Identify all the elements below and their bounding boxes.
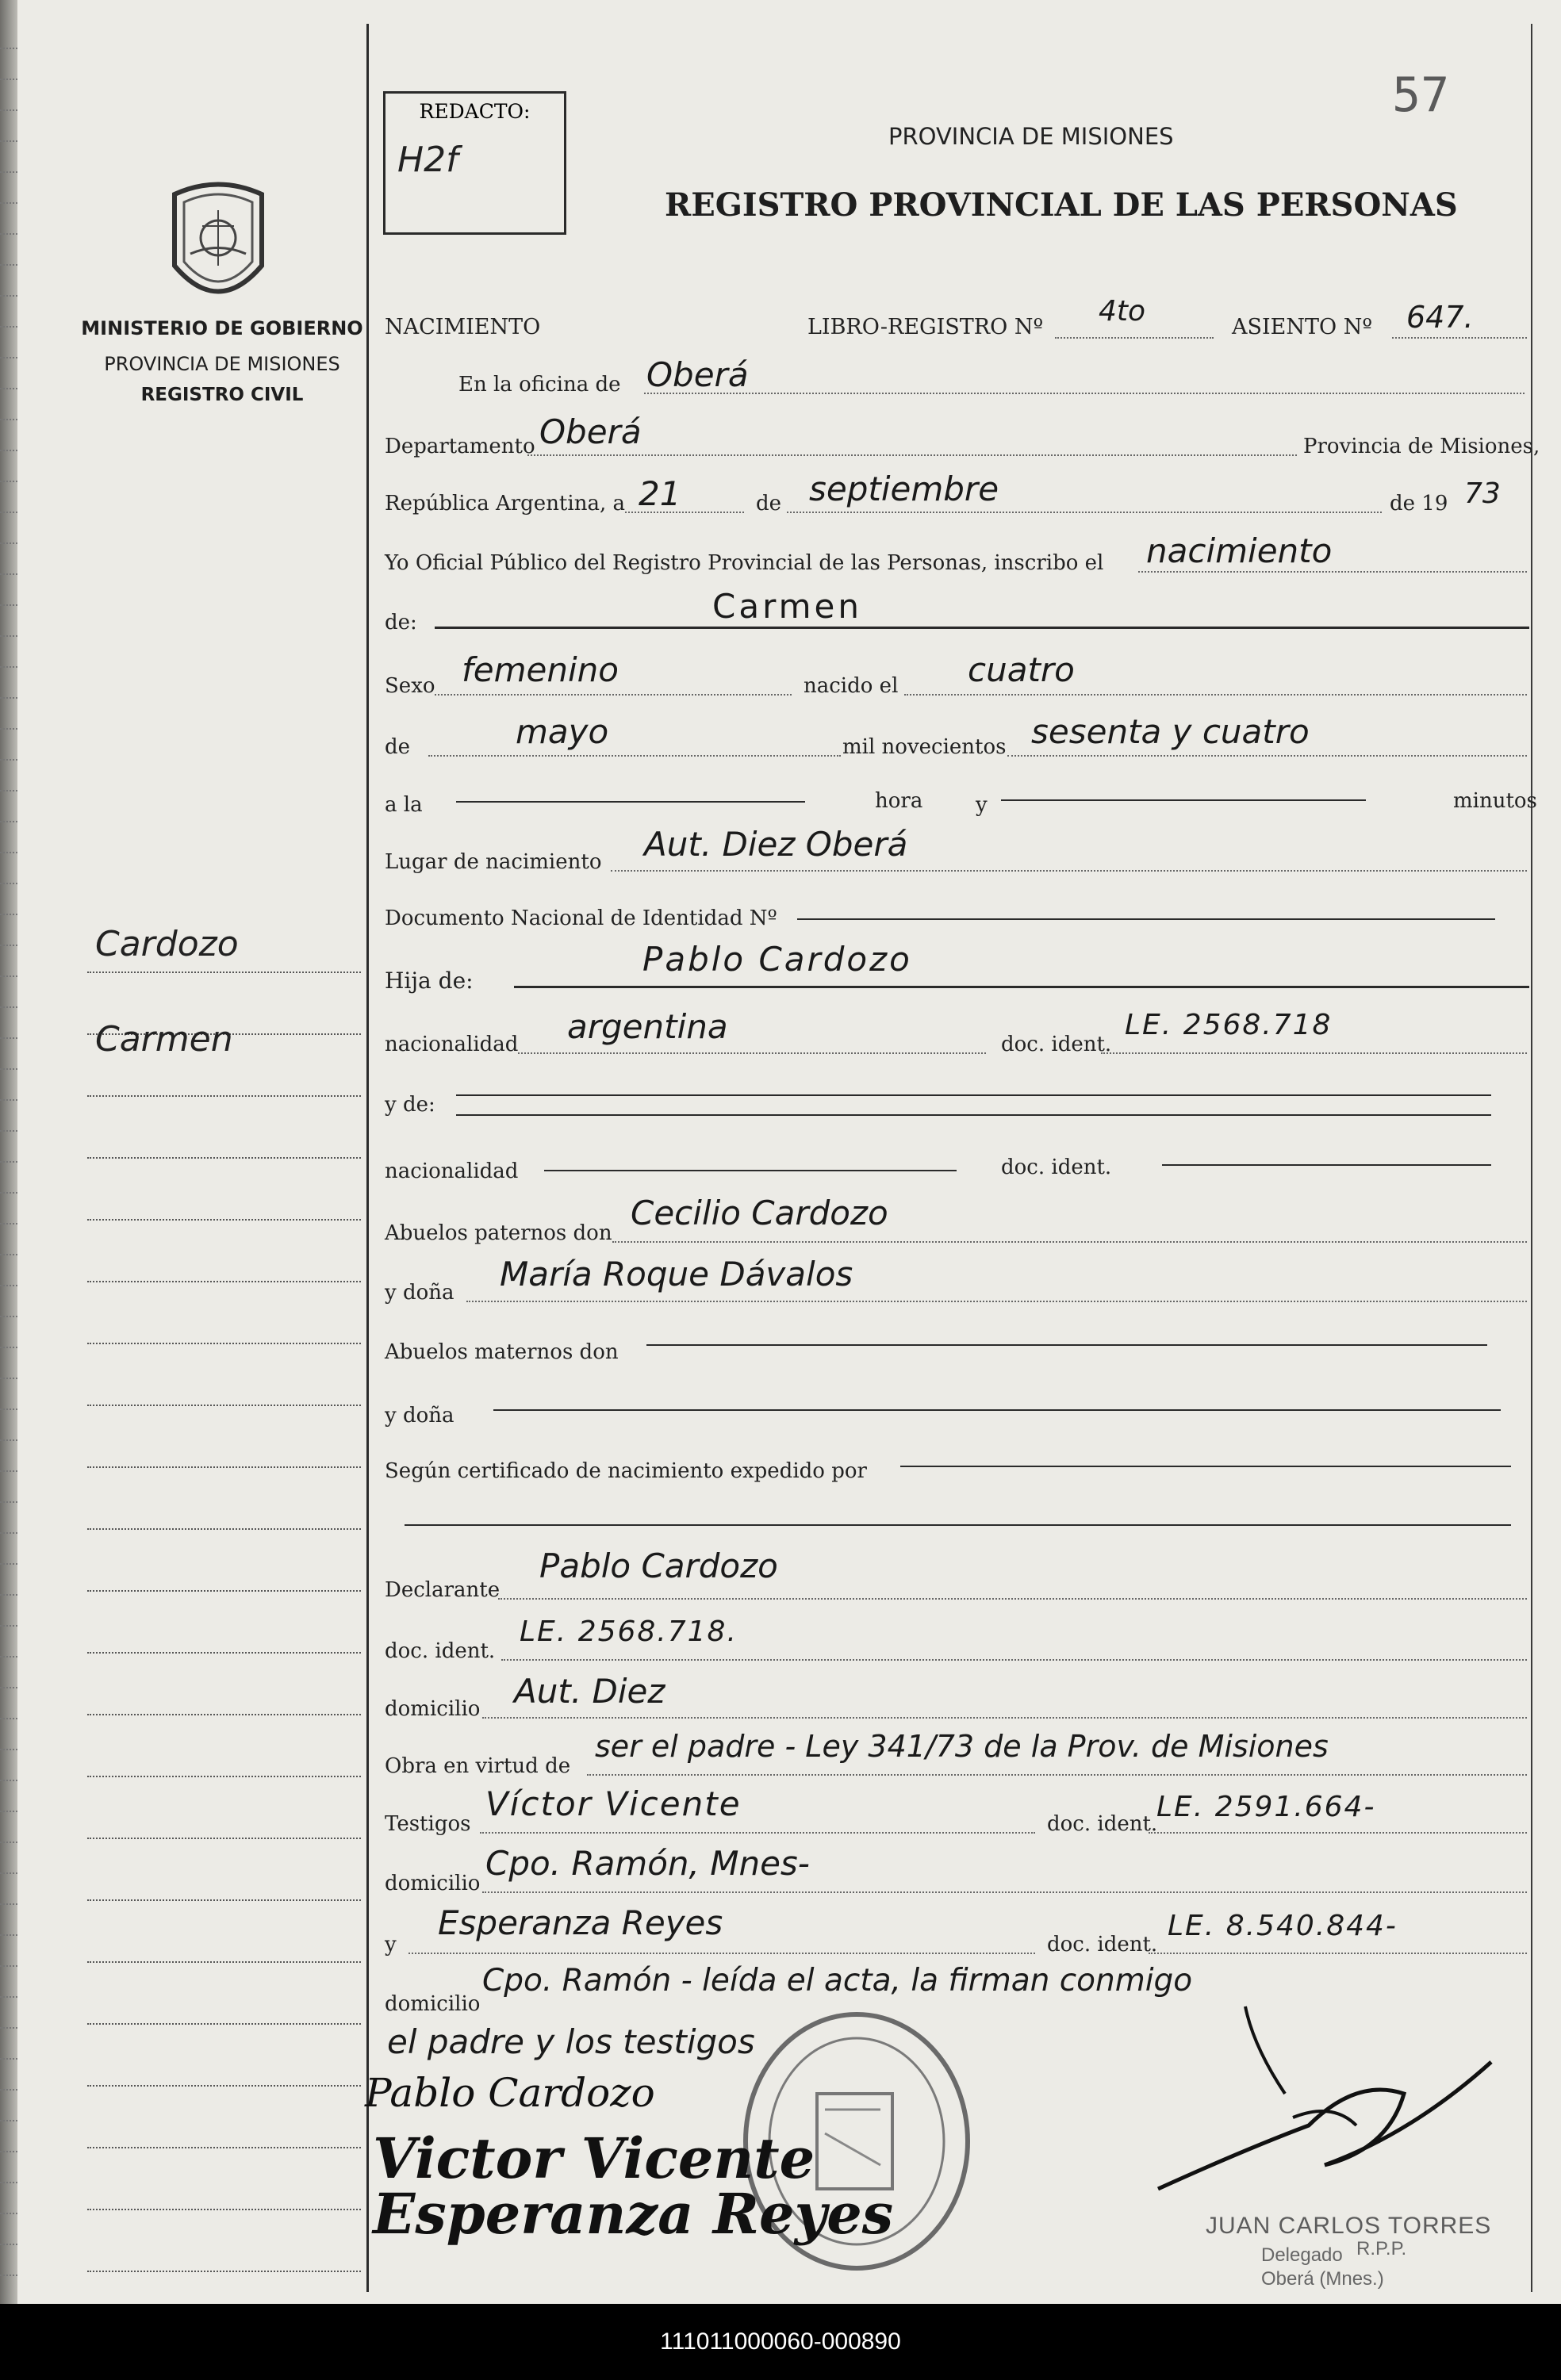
binding-dot-line xyxy=(0,1130,17,1132)
testigo2-line xyxy=(408,1953,1035,1954)
official-name: JUAN CARLOS TORRES xyxy=(1206,2213,1492,2239)
cierre-value: el padre y los testigos xyxy=(387,2022,755,2061)
binding-dot-line xyxy=(0,1192,17,1194)
de-label: de xyxy=(756,492,782,515)
binding-dot-line xyxy=(0,1687,17,1688)
nacido-line xyxy=(904,694,1527,696)
nacido-label: nacido el xyxy=(804,674,899,698)
binding-dot-line xyxy=(0,1037,17,1039)
binding-dot-line xyxy=(0,728,17,730)
official-place: Oberá (Mnes.) xyxy=(1261,2268,1384,2290)
mes-line xyxy=(787,512,1382,513)
hora-label: hora xyxy=(875,789,923,813)
margin-given-name: Carmen xyxy=(95,1019,233,1060)
republica-label: República Argentina, a xyxy=(385,492,625,515)
abuelo-p-value: Cecilio Cardozo xyxy=(631,1194,888,1232)
binding-dot-line xyxy=(0,48,17,49)
misiones-seal-icon xyxy=(159,178,278,309)
nacionalidad-value: argentina xyxy=(567,1007,728,1046)
binding-dot-line xyxy=(0,171,17,173)
signature-testigo2: Esperanza Reyes xyxy=(373,2181,894,2247)
testigo2-doc-value: LE. 8.540.844- xyxy=(1168,1910,1398,1942)
binding-dot-line xyxy=(0,604,17,606)
binding-dot-line xyxy=(0,821,17,822)
dom1-value: Cpo. Ramón, Mnes- xyxy=(485,1844,810,1883)
lugar-value: Aut. Diez Oberá xyxy=(644,825,908,864)
testigo1-doc-label: doc. ident. xyxy=(1047,1812,1158,1836)
binding-dot-line xyxy=(0,945,17,946)
declarante-line xyxy=(498,1598,1527,1600)
binding-dot-line xyxy=(0,2058,17,2060)
mes-nac-value: mayo xyxy=(516,712,609,751)
asiento-value: 647. xyxy=(1406,300,1474,335)
binding-dot-line xyxy=(0,883,17,884)
binding-dot-line xyxy=(0,2151,17,2152)
binding-dot-line xyxy=(0,2182,17,2183)
margin-dotted-line xyxy=(87,1714,361,1715)
declarante-label: Declarante xyxy=(385,1578,501,1602)
margin-column xyxy=(17,0,366,2304)
oficina-label: En la oficina de xyxy=(458,373,621,397)
binding-dot-line xyxy=(0,1316,17,1317)
nacionalidad2-line xyxy=(544,1170,957,1171)
redacto-label: REDACTO: xyxy=(419,100,531,123)
redacto-value: H2f xyxy=(397,140,458,180)
binding-dot-line xyxy=(0,542,17,544)
minutos-label: minutos xyxy=(1453,789,1537,813)
margin-dotted-line xyxy=(87,2023,361,2025)
binding-dot-line xyxy=(0,140,17,142)
madre-line1 xyxy=(456,1094,1491,1096)
margin-dotted-line xyxy=(87,2209,361,2210)
binding-dot-line xyxy=(0,1099,17,1101)
binding-dot-line xyxy=(0,852,17,853)
margin-dotted-line xyxy=(87,1652,361,1654)
asiento-line xyxy=(1392,337,1527,339)
binding-dot-line xyxy=(0,1903,17,1905)
libro-line xyxy=(1055,337,1214,339)
y-de-label: y de: xyxy=(385,1093,435,1117)
hija-label: Hija de: xyxy=(385,968,474,994)
doc-ident2-label: doc. ident. xyxy=(1001,1156,1112,1179)
anio-nac-line xyxy=(1007,755,1527,757)
margin-dotted-line xyxy=(87,2147,361,2148)
binding-dot-line xyxy=(0,202,17,204)
asiento-label: ASIENTO Nº xyxy=(1232,315,1373,339)
binding-dot-line xyxy=(0,388,17,389)
binding-dot-line xyxy=(0,1749,17,1750)
binding-dot-line xyxy=(0,1842,17,1843)
dom2-value: Cpo. Ramón - leída el acta, la firman conmigo xyxy=(482,1963,1193,1999)
binding-dot-line xyxy=(0,697,17,699)
margin-dotted-line xyxy=(87,972,361,973)
binding-dot-line xyxy=(0,1347,17,1348)
signature-testigo1: Victor Vicente xyxy=(373,2125,815,2191)
testigos-label: Testigos xyxy=(385,1812,471,1836)
abuela-m-line xyxy=(493,1409,1501,1411)
redacto-box xyxy=(383,91,566,235)
binding-dot-line xyxy=(0,1780,17,1781)
binding-dot-line xyxy=(0,1718,17,1719)
binding-dot-line xyxy=(0,326,17,328)
margin-dotted-line xyxy=(87,1466,361,1468)
departamento-line xyxy=(527,454,1297,456)
padre-doc-value: LE. 2568.718 xyxy=(1125,1009,1333,1041)
binding-dot-line xyxy=(0,1996,17,1998)
doc-ident-label: doc. ident. xyxy=(1001,1033,1112,1056)
binding-dot-line xyxy=(0,1254,17,1255)
y-label: y xyxy=(976,793,988,817)
padre-value: Pablo Cardozo xyxy=(642,940,912,979)
oficial-line xyxy=(1138,571,1527,573)
abuelos-p-label: Abuelos paternos don xyxy=(385,1221,612,1245)
official-role2: R.P.P. xyxy=(1356,2238,1407,2259)
sexo-value: femenino xyxy=(462,650,619,689)
abuelos-m-label: Abuelos maternos don xyxy=(385,1340,619,1364)
margin-dotted-line xyxy=(87,1095,361,1097)
margin-dotted-line xyxy=(87,1961,361,1963)
declarante-value: Pablo Cardozo xyxy=(539,1546,778,1585)
margin-dotted-line xyxy=(87,1528,361,1530)
abuela-p-line xyxy=(466,1301,1527,1302)
binding-dot-line xyxy=(0,1811,17,1812)
testigo1-line xyxy=(480,1832,1035,1834)
y-dona-label: y doña xyxy=(385,1281,454,1305)
padre-doc-line xyxy=(1101,1052,1527,1054)
dom1-label: domicilio xyxy=(385,1872,481,1895)
oficina-line xyxy=(644,393,1525,394)
binding-dot-line xyxy=(0,2213,17,2214)
mes-nac-line xyxy=(428,755,841,757)
testigo1-doc-value: LE. 2591.664- xyxy=(1156,1791,1376,1823)
binding-dot-line xyxy=(0,2244,17,2245)
ministry-line1: MINISTERIO DE GOBIERNO xyxy=(81,317,363,339)
departamento-value: Oberá xyxy=(539,412,642,451)
testigo1-doc-line xyxy=(1149,1832,1527,1834)
dia-value: 21 xyxy=(639,474,681,513)
binding-dot-line xyxy=(0,1594,17,1596)
nacido-value: cuatro xyxy=(968,650,1075,689)
de-colon-label: de: xyxy=(385,611,417,634)
decl-doc-value: LE. 2568.718. xyxy=(520,1615,738,1648)
dom2-label: domicilio xyxy=(385,1992,481,2016)
margin-dotted-line xyxy=(87,1590,361,1592)
dni-line xyxy=(797,918,1495,920)
binding-dot-line xyxy=(0,914,17,915)
right-rule xyxy=(1531,24,1532,2292)
obra-line xyxy=(587,1774,1527,1776)
binding-dot-line xyxy=(0,1161,17,1163)
anio-nac-value: sesenta y cuatro xyxy=(1031,712,1310,751)
binding-dot-line xyxy=(0,1625,17,1627)
segun-line2 xyxy=(405,1524,1511,1526)
binding-dot-line xyxy=(0,1872,17,1874)
de-anio-label: de 19 xyxy=(1390,492,1448,515)
binding-dot-line xyxy=(0,109,17,111)
margin-dotted-line xyxy=(87,1281,361,1282)
binding-dot-line xyxy=(0,1285,17,1286)
binding-dot-line xyxy=(0,1656,17,1658)
segun-label: Según certificado de nacimiento expedido por xyxy=(385,1459,867,1483)
oficial-value: nacimiento xyxy=(1146,531,1333,570)
binding-dot-line xyxy=(0,1532,17,1534)
hora-line xyxy=(456,801,805,803)
signature-declarante: Pablo Cardozo xyxy=(365,2070,655,2116)
padre-line xyxy=(514,986,1529,988)
margin-dotted-line xyxy=(87,2271,361,2272)
binding-dot-line xyxy=(0,975,17,977)
binding-dot-line xyxy=(0,1501,17,1503)
binding-dot-line xyxy=(0,419,17,420)
margin-dotted-line xyxy=(87,1343,361,1344)
decl-doc-label: doc. ident. xyxy=(385,1639,496,1663)
binding-dot-line xyxy=(0,1563,17,1565)
binding-dot-line xyxy=(0,1408,17,1410)
abuelo-p-line xyxy=(612,1241,1527,1243)
margin-dotted-line xyxy=(87,1157,361,1159)
binding-dot-line xyxy=(0,759,17,761)
binding-dot-line xyxy=(0,2275,17,2276)
oficina-value: Oberá xyxy=(646,355,749,394)
binding-dot-line xyxy=(0,1378,17,1379)
binding-dot-line xyxy=(0,295,17,297)
margin-dotted-line xyxy=(87,1899,361,1901)
binding-dot-line xyxy=(0,573,17,575)
libro-label: LIBRO-REGISTRO Nº xyxy=(807,315,1044,339)
binding-dot-line xyxy=(0,666,17,668)
nombre-line xyxy=(435,627,1529,629)
y-dona2-label: y doña xyxy=(385,1404,454,1428)
obra-label: Obra en virtud de xyxy=(385,1754,571,1778)
binding-dot-line xyxy=(0,1965,17,1967)
y2-label: y xyxy=(385,1933,397,1957)
testigo2-doc-line xyxy=(1149,1953,1527,1954)
margin-surname: Cardozo xyxy=(95,924,239,964)
lugar-label: Lugar de nacimiento xyxy=(385,850,602,874)
margin-dotted-line xyxy=(87,2085,361,2087)
dni-label: Documento Nacional de Identidad Nº xyxy=(385,906,777,930)
binding-dot-line xyxy=(0,1006,17,1008)
anio-value: 73 xyxy=(1464,477,1501,510)
nombre-value: Carmen xyxy=(712,587,862,626)
binding-dot-line xyxy=(0,233,17,235)
image-id-footer: 111011000060-000890 xyxy=(0,2304,1561,2380)
book-binding xyxy=(0,0,17,2304)
madre-doc-line xyxy=(1162,1164,1491,1166)
testigo2-doc-label: doc. ident. xyxy=(1047,1933,1158,1957)
binding-dot-line xyxy=(0,481,17,482)
departamento-label: Departamento xyxy=(385,435,535,458)
binding-dot-line xyxy=(0,1470,17,1472)
ministry-line2: PROVINCIA DE MISIONES xyxy=(104,353,340,375)
record-type: NACIMIENTO xyxy=(385,315,541,339)
binding-dot-line xyxy=(0,1223,17,1224)
nacionalidad2-label: nacionalidad xyxy=(385,1159,519,1183)
margin-dotted-line xyxy=(87,1405,361,1406)
binding-dot-line xyxy=(0,450,17,451)
binding-dot-line xyxy=(0,1439,17,1441)
domicilio-value: Aut. Diez xyxy=(514,1672,665,1711)
official-role1: Delegado xyxy=(1261,2244,1343,2266)
binding-dot-line xyxy=(0,79,17,80)
binding-dot-line xyxy=(0,2089,17,2091)
ministry-line3: REGISTRO CIVIL xyxy=(140,385,304,405)
binding-dot-line xyxy=(0,2027,17,2029)
margin-dotted-line xyxy=(87,1838,361,1839)
binding-dot-line xyxy=(0,635,17,637)
testigo2-value: Esperanza Reyes xyxy=(438,1903,723,1942)
binding-dot-line xyxy=(0,357,17,358)
madre-line2 xyxy=(456,1114,1491,1116)
mes-value: septiembre xyxy=(809,469,999,508)
nacionalidad-line xyxy=(518,1052,986,1054)
sexo-label: Sexo xyxy=(385,674,435,698)
obra-value: ser el padre - Ley 341/73 de la Prov. de Misiones xyxy=(595,1729,1329,1764)
de2-label: de xyxy=(385,735,411,759)
registry-title: REGISTRO PROVINCIAL DE LAS PERSONAS xyxy=(665,186,1458,224)
binding-dot-line xyxy=(0,1934,17,1936)
decl-doc-line xyxy=(501,1659,1527,1661)
binding-dot-line xyxy=(0,512,17,513)
domicilio-label: domicilio xyxy=(385,1697,481,1721)
mil-label: mil novecientos xyxy=(842,735,1007,759)
binding-dot-line xyxy=(0,264,17,266)
libro-value: 4to xyxy=(1099,295,1146,328)
a-la-label: a la xyxy=(385,793,423,817)
lugar-line xyxy=(611,870,1527,872)
sexo-line xyxy=(435,694,792,696)
provincia-suffix: Provincia de Misiones, xyxy=(1303,435,1540,458)
domicilio-line xyxy=(482,1717,1527,1719)
margin-dotted-line xyxy=(87,1219,361,1221)
segun-line1 xyxy=(900,1466,1511,1467)
abuela-p-value: María Roque Dávalos xyxy=(500,1255,853,1293)
margin-rule xyxy=(366,24,369,2292)
binding-dot-line xyxy=(0,790,17,791)
official-stamp xyxy=(1174,2141,1507,2300)
binding-dot-line xyxy=(0,1068,17,1070)
abuelo-m-line xyxy=(646,1344,1487,1346)
margin-dotted-line xyxy=(87,1776,361,1777)
nacionalidad-label: nacionalidad xyxy=(385,1033,519,1056)
province-heading: PROVINCIA DE MISIONES xyxy=(888,123,1174,150)
page-number: 57 xyxy=(1392,67,1450,123)
dom1-line xyxy=(482,1891,1527,1893)
binding-dot-line xyxy=(0,2120,17,2121)
testigo1-value: Víctor Vicente xyxy=(485,1784,742,1823)
oficial-label: Yo Oficial Público del Registro Provincial de las Personas, inscribo el xyxy=(385,551,1104,575)
minutos-line xyxy=(1001,799,1366,801)
